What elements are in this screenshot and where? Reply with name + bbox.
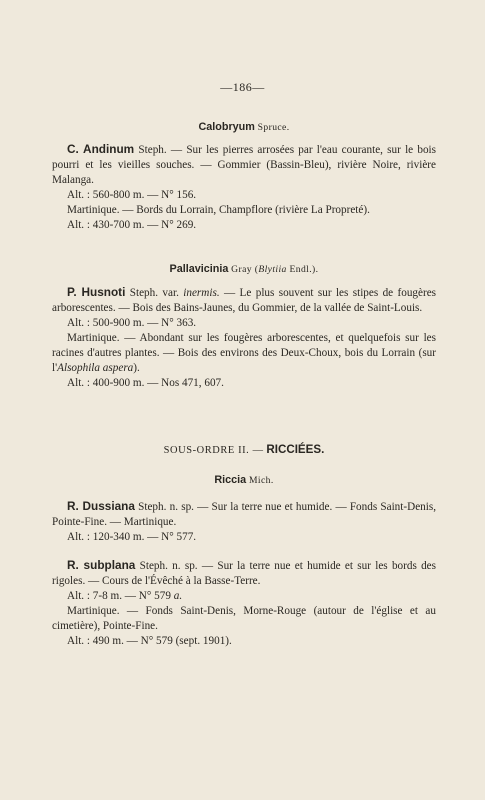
habitat-text: — Le plus souvent sur les stipes de fougères arborescentes. — Bois des Bains-Jaunes, du Gommier, de la vallée de Saint-Louis.: [52, 287, 437, 314]
genus-author: Mich.: [248, 475, 274, 486]
martinique-text: Martinique. — Bords du Lorrain, Champflore (rivière La Propreté).: [67, 204, 370, 216]
genus-author: Spruce.: [257, 122, 290, 133]
species-description: [52, 558, 436, 589]
altitude-line: Alt. : 400-900 m. — Nos 471, 607.: [67, 377, 224, 389]
genus-heading-calobryum: [52, 120, 436, 135]
genus-author: Gray (Blytiia Endl.).: [231, 264, 319, 275]
genus-name: Riccia: [214, 474, 247, 486]
species-author: Steph. n. sp.: [139, 560, 198, 572]
altitude-line: Alt. : 430-700 m. — N° 269.: [67, 219, 197, 231]
martinique-text: Martinique. — Fonds Saint-Denis, Morne-Rouge (autour de l'église et au cimetière), Pointe-Fine.: [52, 605, 436, 632]
suborder-prefix: SOUS-ORDRE II. —: [163, 445, 264, 456]
species-entry-husnoti: [52, 285, 436, 391]
genus-heading-pallavicinia: [52, 262, 436, 277]
species-description: [52, 499, 436, 530]
species-name: R. Dussiana: [67, 499, 135, 513]
martinique-text: Martinique. — Abondant sur les fougères arborescentes, et quelquefois sur les racines d'autres plantes. — Bois des environs des Deux-Choux, bois du Lorrain (sur l'Alsophila aspera).: [52, 332, 436, 374]
species-description: [52, 285, 436, 316]
suborder-heading: [52, 442, 436, 458]
page-number: —186—: [220, 80, 265, 94]
species-entry-andinum: [52, 142, 436, 233]
variety-name: inermis.: [183, 287, 220, 299]
habitat-text: — Sur les pierres arrosées par l'eau courante, sur le bois pourri et les vieilles souches. — Gommier (Bassin-Bleu), rivière Noire, rivière Malanga.: [52, 144, 437, 186]
altitude-line: Alt. : 490 m. — N° 579 (sept. 1901).: [67, 635, 232, 647]
genus-name: Calobryum: [198, 121, 255, 133]
species-entry-dussiana: [52, 499, 436, 545]
habitat-text: — Sur la terre nue et humide. — Fonds Saint-Denis, Pointe-Fine. — Martinique.: [52, 501, 437, 528]
species-name: P. Husnoti: [67, 285, 126, 299]
species-author: Steph. n. sp.: [138, 501, 194, 513]
habitat-text: — Sur la terre nue et humide et sur les bords des rigoles. — Cours de l'Évêché à la Basse-Terre.: [52, 560, 436, 587]
species-name: C. Andinum: [67, 142, 135, 156]
altitude-line: Alt. : 500-900 m. — N° 363.: [67, 317, 197, 329]
species-author: Steph.: [138, 144, 167, 156]
species-entry-subplana: [52, 558, 436, 649]
species-author: Steph. var.: [129, 287, 179, 299]
genus-name: Pallavicinia: [169, 263, 229, 275]
altitude-line: Alt. : 7-8 m. — N° 579 a.: [67, 590, 183, 602]
genus-heading-riccia: [52, 473, 436, 488]
species-name: R. subplana: [67, 558, 136, 572]
suborder-title: RICCIÉES.: [266, 443, 325, 456]
altitude-line: Alt. : 560-800 m. — N° 156.: [67, 189, 197, 201]
species-description: [52, 142, 436, 188]
altitude-line: Alt. : 120-340 m. — N° 577.: [67, 531, 197, 543]
